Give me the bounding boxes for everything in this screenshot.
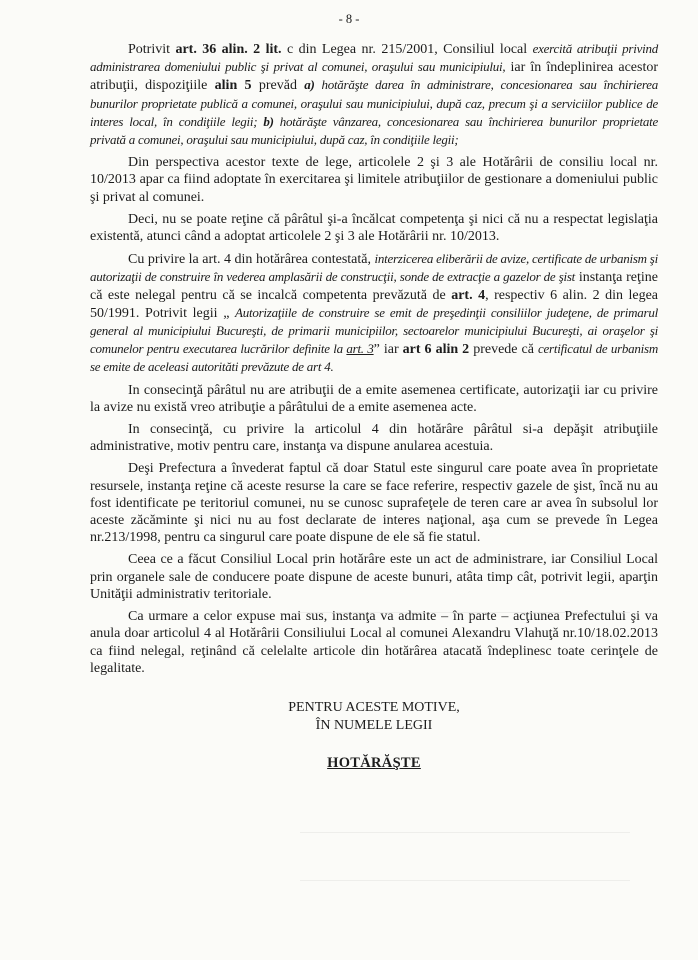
closing-line-law: ÎN NUMELE LEGII: [315, 717, 433, 733]
paragraph-competence: Deci, nu se poate reţine că pârâtul şi-a încălcat competenţa şi nici că nu a respectat legislaţia existentă, atunci când a adoptat articolele 2 şi 3 ale Hotărârii nr. 10/2013.: [90, 211, 658, 245]
paragraph-consequence-certificates: In consecinţă pârâtul nu are atribuţii de a emite asemenea certificate, autorizaţii iar cu privire la avize nu există vreo atribuţie a pârâtului de a emite asemenea acte.: [90, 382, 658, 415]
closing-formula: [90, 699, 658, 735]
document-body: [90, 40, 658, 772]
paragraph-perspective: Din perspectiva acestor texte de lege, articolele 2 şi 3 ale Hotărârii de consiliu local nr. 10/2013 apar ca fiind adoptate în exercitarea şi limitele atribuţiilor de gestionare a domeniului public şi privat al comunei.: [90, 155, 658, 205]
paragraph-ruling: Ca urmare a celor expuse mai sus, instanţa va admite – în parte – acţiunea Prefectului şi va anula doar articolul 4 al Hotărârii Consiliului Local al comunei Alexandru Vlahuţă nr.10/18.02.2013 ca fiind nelegal, reţinând că celelalte articole din hotărârea atacată îndeplinesc toate cerinţele de legalitate.: [90, 609, 658, 676]
paragraph-art4: Cu privire la art. 4 din hotărârea contestată, interzicerea eliberării de avize, certificate de urbanism şi autorizaţii de construire în vederea amplasării de construcţii, sonde de extracţie a gazelor de şist instanţa reţine că este nelegal pentru că se incalcă competenta prevăzută de art. 4, respectiv 6 alin. 2 din legea 50/1991. Potrivit legii „ Autorizaţiile de construire se emit de preşedinţii consiliilor judeţene, de primarul general al municipiului Bucureşti, de primarii municipiilor, sectoarelor municipiului Bucureşti, ai oraşelor şi comunelor pentru executarea lucrărilor definite la art. 3” iar art 6 alin 2 prevede că certificatul de urbanism se emite de aceleasi autorităti prevăzute de art 4.: [90, 251, 658, 375]
closing-line-motives: PENTRU ACESTE MOTIVE,: [288, 699, 460, 715]
paragraph-prefecture: Deşi Prefectura a învederat faptul că doar Statul este singurul care poate avea în proprietate resursele, instanţa reţine că aceste resurse la care se face referire, respectiv gazele de şist, încă nu au fost identificate pe teritoriul comunei, nu se cunosc suprafeţele de teren care ar avea în subsolul lor aceste zăcăminte şi nici nu au fost declarate de interes naţional, aşa cum se prevede în Legea nr.213/1998, pentru ca singurul care poate dispune de ele să fie statul.: [90, 461, 658, 546]
bleed-through-line: [300, 832, 630, 833]
decision-heading: HOTĂRĂŞTE: [327, 754, 421, 771]
paragraph-consequence-art4: In consecinţă, cu privire la articolul 4 din hotărâre pârâtul si-a depăşit atribuţiile administrative, motiv pentru care, instanţa va dispune anularea acestuia.: [90, 422, 658, 455]
paragraph-administration-act: Ceea ce a făcut Consiliul Local prin hotărâre este un act de administrare, iar Consiliul Local prin organele sale de conducere poate dispune de aceste bunuri, atâta timp cât, potrivit legii, aparţin Unităţii administrativ teritoriale.: [90, 552, 658, 602]
paragraph-art36: Potrivit art. 36 alin. 2 lit. c din Legea nr. 215/2001, Consiliul local exercită atribuţii privind administrarea domeniului public şi privat al comunei, oraşului sau municipiului, iar în îndeplinirea acestor atribuţii, dispoziţiile alin 5 prevăd a) hotărăşte darea în administrare, concesionarea sau închirierea bunurilor proprietate publică a comunei, oraşului sau municipiului, după caz, precum şi a serviciilor publice de interes local, în condiţiile legii; b) hotărăşte vânzarea, concesionarea sau închirierea bunurilor proprietate privată a comunei, oraşului sau municipiului, după caz, în condiţiile legii;: [90, 41, 658, 148]
page-number: - 8 -: [338, 12, 360, 26]
bleed-through-line: [300, 880, 630, 881]
